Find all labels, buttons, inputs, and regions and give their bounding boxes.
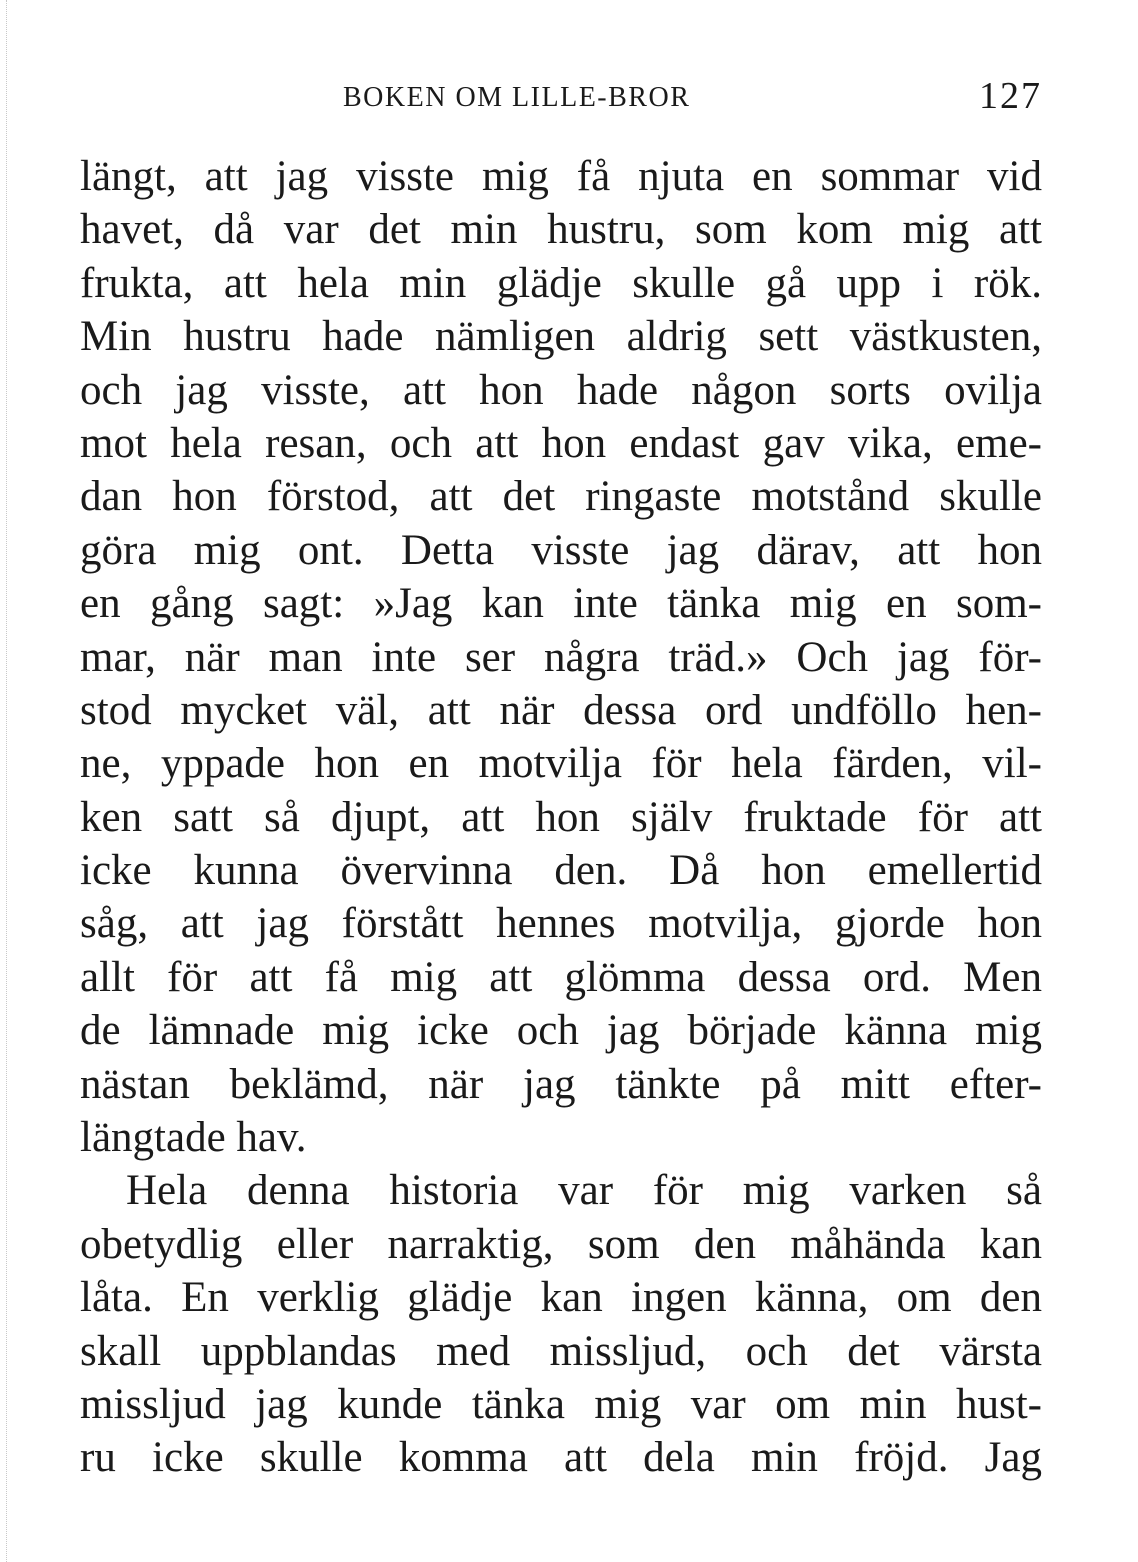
text-line: skall uppblandas med missljud, och det värsta [80,1327,1042,1375]
text-line: ne, yppade hon en motvilja för hela färden, vil- [80,740,1042,788]
text-line: obetydlig eller narraktig, som den måhända kan [80,1220,1042,1268]
text-line: missljud jag kunde tänka mig var om min hust- [80,1380,1042,1428]
text-line: nästan beklämd, när jag tänkte på mitt efter- [80,1060,1042,1108]
text-line: allt för att få mig att glömma dessa ord. Men [80,953,1042,1001]
text-line: göra mig ont. Detta visste jag därav, att hon [80,526,1042,574]
page-edge-line [6,0,7,1562]
text-line: ken satt så djupt, att hon själv fruktade för att [80,793,1042,841]
paragraph-2 [80,1164,1042,1484]
running-title: BOKEN OM LILLE-BROR [343,82,691,113]
text-line: Min hustru hade nämligen aldrig sett västkusten, [80,313,1042,361]
text-line: dan hon förstod, att det ringaste motstånd skulle [80,473,1042,521]
text-line: längtade hav. [80,1114,307,1162]
text-line: Hela denna historia var för mig varken så [126,1167,1042,1215]
text-line: och jag visste, att hon hade någon sorts ovilja [80,366,1042,414]
text-line: låta. En verklig glädje kan ingen känna, om den [80,1274,1042,1322]
text-line: såg, att jag förstått hennes motvilja, gjorde hon [80,900,1042,948]
text-line: ru icke skulle komma att dela min fröjd. Jag [80,1434,1042,1482]
text-line: de lämnade mig icke och jag började känna mig [80,1007,1042,1055]
text-line: mar, när man inte ser några träd.» Och jag för- [80,633,1042,681]
text-line: icke kunna övervinna den. Då hon emellertid [80,847,1042,895]
page-number: 127 [979,75,1042,117]
text-line: mot hela resan, och att hon endast gav vika, eme- [80,419,1042,467]
body-text [80,150,1042,1485]
text-line: en gång sagt: »Jag kan inte tänka mig en som- [80,580,1042,628]
text-line: havet, då var det min hustru, som kom mig att [80,206,1042,254]
text-line: frukta, att hela min glädje skulle gå upp i rök. [80,259,1042,307]
paragraph-1 [80,150,1042,1164]
text-line: stod mycket väl, att när dessa ord undföllo hen- [80,686,1042,734]
running-header [80,75,1042,118]
text-line: längt, att jag visste mig få njuta en sommar vid [80,153,1042,200]
